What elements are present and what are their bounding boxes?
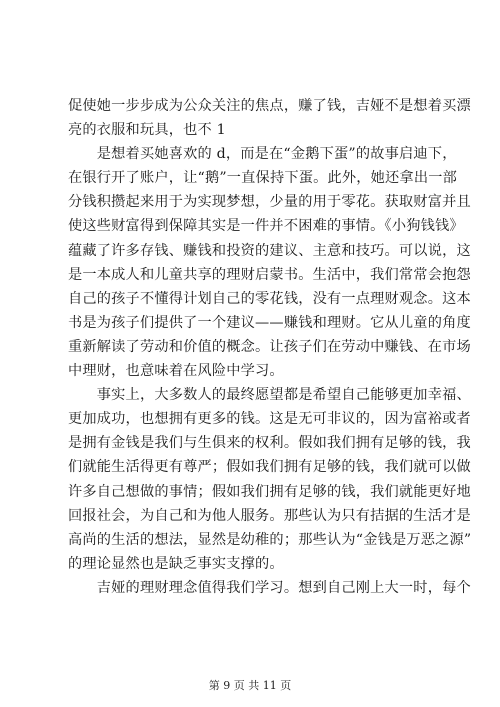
text-line: 蕴藏了许多存钱、赚钱和投资的建议、主意和技巧。可以说，这 [68, 242, 471, 259]
text-line: 事实上，大多数人的最终愿望都是希望自己能够更加幸福、 [68, 387, 471, 404]
text-line: 许多自己想做的事情；假如我们拥有足够的钱，我们就能更好地 [68, 483, 471, 500]
text-line: 重新解读了劳动和价值的概念。让孩子们在劳动中赚钱、在市场 [68, 338, 471, 355]
text-line: 们就能生活得更有尊严；假如我们拥有足够的钱，我们就可以做 [68, 459, 471, 476]
body-text [68, 94, 472, 600]
text-line: 亮的衣服和玩具，也不 1 [68, 122, 226, 139]
text-line: 书是为孩子们提供了一个建议——赚钱和理财。它从儿童的角度 [68, 314, 471, 331]
text-line: 在银行开了账户，让“鹅”一直保持下蛋。此外，她还拿出一部 [68, 170, 457, 187]
text-line: 高尚的生活的想法，显然是幼稚的；那些认为“金钱是万恶之源” [68, 531, 472, 548]
text-line: 是拥有金钱是我们与生俱来的权利。假如我们拥有足够的钱，我 [68, 435, 471, 452]
text-line: 分钱积攒起来用于为实现梦想，少量的用于零花。获取财富并且 [68, 194, 471, 211]
text-line: 吉娅的理财理念值得我们学习。想到自己刚上大一时，每个 [68, 579, 471, 596]
text-line: 的理论显然也是缺乏事实支撑的。 [68, 555, 284, 572]
text-line: 自己的孩子不懂得计划自己的零花钱，没有一点理财观念。这本 [68, 290, 471, 307]
text-line: 中理财，也意味着在风险中学习。 [68, 363, 284, 380]
page-footer: 第 9 页 共 11 页 [208, 679, 292, 692]
text-line: 是一本成人和儿童共享的理财启蒙书。生活中，我们常常会抱怨 [68, 266, 471, 283]
text-line: 更加成功，也想拥有更多的钱。这是无可非议的，因为富裕或者 [68, 411, 471, 428]
text-line: 回报社会，为自己和为他人服务。那些认为只有拮据的生活才是 [68, 507, 471, 524]
text-line: 促使她一步步成为公众关注的焦点，赚了钱，吉娅不是想着买漂 [68, 98, 471, 114]
text-line: 使这些财富得到保障其实是一件并不困难的事情。《小狗钱钱》 [68, 218, 464, 235]
text-line: 是想着买她喜欢的 d，而是在“金鹅下蛋”的故事启迪下， [68, 146, 457, 163]
